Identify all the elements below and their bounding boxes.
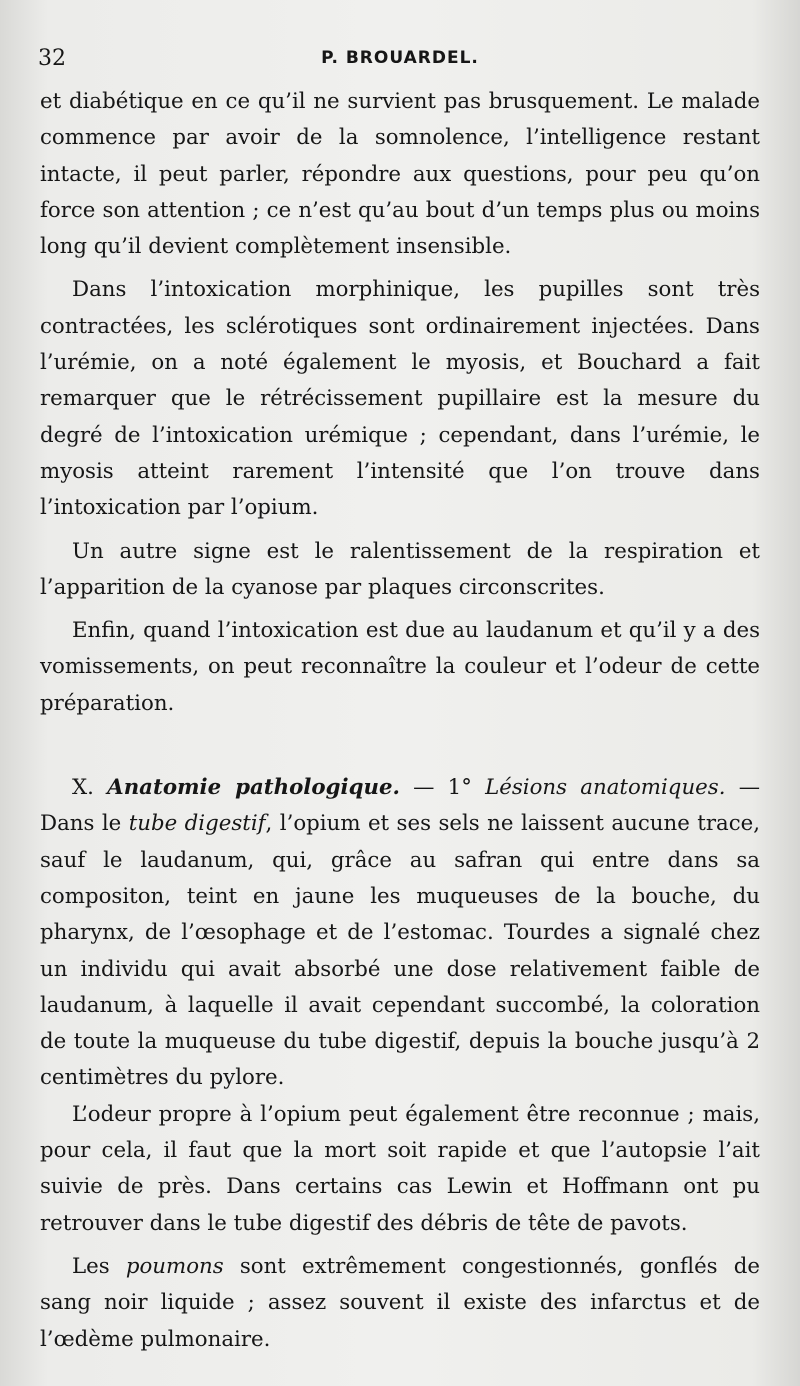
paragraph-3: Un autre signe est le ralentissement de la respiration et l’apparition de la cyanose par plaques circonscrites. [40,538,760,600]
separator: — 1° [399,775,486,801]
paragraph-1: et diabétique en ce qu’il ne survient pas brusquement. Le malade commence par avoir de la somnolence, l’intelligence restant intacte, il peut parler, répondre aux questions, pour peu qu’on force son attention ; ce n’est qu’au bout d’un temps plus ou moins long qu’il devient complètement insensible. [40,89,760,260]
paragraph-4: Enfin, quand l’intoxication est due au laudanum et qu’il y a des vomissements, on peut reconnaître la couleur et l’odeur de cette préparation. [40,618,760,716]
section-numeral: X. [72,775,108,801]
paragraph-text: sont extrêmement congestionnés, gonflés de sang noir liquide ; assez souvent il existe des infarctus et de l’œdème pulmonaire. [40,1253,760,1352]
section-title: Anatomie pathologique. [107,775,400,801]
paragraph-text: , l’opium et ses sels ne laissent aucune trace, sauf le laudanum, qui, grâce au safran qui entre dans sa compositon, teint en jaune les muqueuses de la bouche, du pharynx, de l’œsophage et de l’estomac. Tourdes a signalé chez un individu qui avait absorbé une dose relativement faible de laudanum, à laquelle il avait cependant succombé, la coloration de toute la muqueuse du tube digestif, depuis la bouche jusqu’à 2 centimètres du pylore. [40,811,760,1091]
running-head: P. BROUARDEL. [321,48,479,68]
paragraph-6: L’odeur propre à l’opium peut également être reconnue ; mais, pour cela, il faut que la mort soit rapide et que l’autopsie l’ait suivie de près. Dans certains cas Lewin et Hoffmann ont pu retrouver dans le tube digestif des débris de tête de pavots. [40,1101,760,1236]
italic-term: poumons [125,1253,224,1279]
body-text [40,84,760,1358]
separator: — Dans le [40,775,760,837]
subsection-title: Lésions anatomiques. [485,775,726,801]
italic-term: tube digestif [128,811,266,837]
page-number: 32 [38,46,66,71]
paragraph-7 [40,1249,760,1358]
page-header [38,42,762,76]
paragraph-2: Dans l’intoxication morphinique, les pupilles sont très contractées, les sclérotiques sont ordinairement injectées. Dans l’urémie, on a noté également le myosis, et Bouchard a fait remarquer que le rétrécissement pupillaire est la mesure du degré de l’intoxication urémique ; cependant, dans l’urémie, le myosis atteint rarement l’intensité que l’on trouve dans l’intoxication par l’opium. [40,277,760,521]
paragraph-lead: Les [72,1253,126,1279]
paragraph-5 [40,770,760,1097]
